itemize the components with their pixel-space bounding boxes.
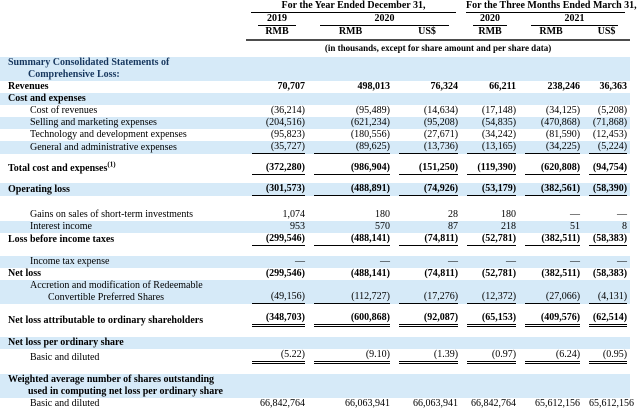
cell-value [519,337,583,349]
cell-value: — [617,256,628,267]
row-label: Summary Consolidated Statements of Comprehensive Loss: [8,57,170,80]
cell-value [308,57,393,81]
spacer-cell [0,304,630,312]
cell-value: 36,363 [599,81,628,92]
table-row [0,57,630,81]
cell-value: 65,612,156 [535,398,581,409]
header-spacer [0,40,246,57]
table-row [0,337,630,349]
table-row [0,398,630,410]
cell-value: (81,590) [545,129,581,140]
cell-value: (95,823) [270,129,305,140]
cell-value: (13,165) [461,141,519,154]
cell-value: (52,781) [481,268,517,279]
currency-header: RMB [246,26,308,40]
table-row [0,233,630,246]
cell-value: (12,372) [461,280,519,304]
table-header [0,0,637,57]
table-row [0,268,630,280]
cell-value: (620,808) [519,162,583,175]
cell-value [393,337,461,349]
cell-value: (95,208) [423,117,459,128]
cell-value: — [295,256,305,267]
cell-value: (74,811) [393,233,461,246]
cell-value: (151,250) [393,162,461,175]
cell-value: 953 [290,221,305,232]
cell-value: (95,489) [355,105,390,116]
cell-value: (180,556) [350,129,390,140]
cell-value: 218 [501,221,517,232]
cell-value: 66,063,941 [413,398,459,409]
cell-value [519,57,583,81]
cell-value: 180 [501,209,517,220]
row-label: Basic and diluted [30,398,100,409]
table-row [0,374,630,398]
spacer-cell [0,154,630,162]
cell-value: (204,516) [265,117,305,128]
cell-value: 28 [448,209,459,220]
cell-value: — [570,256,581,267]
cell-value: (112,727) [308,280,393,304]
cell-value: 66,842,764 [260,398,305,409]
table-row [0,349,630,364]
table-row [0,280,630,304]
cell-value [461,337,519,349]
cell-value: (9.10) [308,349,393,364]
cell-value: (36,214) [270,105,305,116]
cell-value [583,57,630,81]
cell-value: (58,383) [583,233,630,246]
cell-value: (621,234) [350,117,390,128]
table-row [0,105,630,117]
year-2021-header: 2021 [519,13,630,26]
row-label: Operating loss [8,184,70,195]
cell-value [246,374,308,398]
row-label: Accretion and modification of Redeemable Convertible Preferred Shares [30,280,203,303]
cell-value: (74,926) [393,183,461,196]
spacer-row [0,327,630,337]
currency-header: RMB [519,26,583,40]
row-label: Weighted average number of shares outstanding used in computing net loss per ordinary share [8,374,223,397]
row-label: Total cost and expenses$^{(1)}$ [8,160,116,174]
cell-value: (17,148) [481,105,517,116]
row-label: Technology and development expenses [30,129,187,140]
cell-value: (409,576) [519,312,583,327]
cell-value: (89,625) [308,141,393,154]
row-label: Interest income [30,221,92,232]
cell-value: (27,066) [519,280,583,304]
cell-value [246,57,308,81]
spacer-cell [0,175,630,183]
cell-value: (34,242) [481,129,517,140]
cell-value: (348,703) [246,312,308,327]
cell-value [461,374,519,398]
spacer-row [0,154,630,162]
quarterly-period-header [461,0,637,13]
cell-value: — [506,256,517,267]
annual-period-header [246,0,461,13]
currency-row [0,26,630,40]
year-2020-header: 2020 [308,13,461,26]
cell-value: (1.39) [393,349,461,364]
cell-value: (94,754) [583,162,630,175]
cell-value: 180 [375,209,390,220]
cell-value [308,93,393,105]
cell-value: — [380,256,390,267]
cell-value: (488,141) [308,233,393,246]
cell-value [583,93,630,105]
table-row [0,209,630,221]
cell-value: (14,634) [423,105,459,116]
cell-value [519,93,583,105]
header-spacer [0,0,246,13]
spacer-row [0,246,630,256]
cell-value: (74,811) [424,268,459,279]
cell-value: (65,153) [461,312,519,327]
cell-value [393,57,461,81]
row-label: Cost of revenues [30,105,98,116]
cell-value: 238,246 [547,81,581,92]
table-row [0,81,630,93]
cell-value: (92,087) [393,312,461,327]
cell-value: (119,390) [461,162,519,175]
table-row [0,93,630,105]
cell-value: (5,224) [583,141,630,154]
row-label: Net loss attributable to ordinary shareholders [8,315,204,326]
cell-value: (4,131) [583,280,630,304]
table-body [0,57,635,410]
period-group-row [0,0,630,13]
currency-header: RMB [461,26,519,40]
cell-value: (488,891) [308,183,393,196]
table-row [0,183,630,196]
cell-value: 76,324 [430,81,459,92]
cell-value: 70,707 [277,81,305,92]
table-row [0,256,630,268]
cell-value: 1,074 [282,209,305,220]
cell-value: (382,511) [519,233,583,246]
cell-value: 66,063,941 [345,398,390,409]
cell-value [519,374,583,398]
table-row [0,221,630,233]
year-2019-header: 2019 [246,13,308,26]
currency-header: US$ [393,26,461,40]
cell-value: (12,453) [592,129,628,140]
cell-value: (0.97) [461,349,519,364]
cell-value: (13,736) [393,141,461,154]
row-label: Loss before income taxes [8,234,115,245]
table-row [0,117,630,129]
cell-value: (488,141) [350,268,390,279]
row-label: Gains on sales of short-term investments [30,209,194,220]
spacer-row [0,364,630,374]
cell-value: 87 [448,221,459,232]
cell-value: 498,013 [357,81,390,92]
cell-value [393,93,461,105]
cell-value: (58,383) [592,268,628,279]
cell-value: (54,835) [481,117,517,128]
table-row [0,162,630,175]
cell-value: (53,179) [461,183,519,196]
annual-period-label: For the Year Ended December 31, [251,0,456,13]
row-label: Revenues [8,81,49,92]
cell-value: (52,781) [461,233,519,246]
cell-value: (301,573) [246,183,308,196]
cell-value: (382,511) [541,268,581,279]
cell-value: (49,156) [246,280,308,304]
cell-value [246,93,308,105]
cell-value: (372,280) [246,162,308,175]
cell-value [461,93,519,105]
cell-value: 65,612,156 [589,398,635,409]
row-label: Net loss per ordinary share [8,337,124,348]
cell-value: (299,546) [265,268,305,279]
quarterly-period-label: For the Three Months Ended March 31, [466,0,637,11]
spacer-row [0,196,630,209]
table-row [0,312,630,327]
cell-value [393,374,461,398]
cell-value: — [570,209,581,220]
cell-value: (382,561) [519,183,583,196]
cell-value: 570 [375,221,390,232]
spacer-cell [0,196,630,209]
table-row [0,129,630,141]
cell-value: (0.95) [583,349,630,364]
row-label: General and administrative expenses [30,142,177,153]
cell-value: (34,125) [545,105,581,116]
cell-value: (6.24) [519,349,583,364]
units-note: (in thousands, except for share amount and per share data) [324,43,552,53]
cell-value: 66,211 [489,81,517,92]
cell-value [583,337,630,349]
year-2020q-header: 2020 [461,13,519,26]
spacer-cell [0,327,630,337]
cell-value: (71,868) [592,117,628,128]
cell-value: (5,208) [597,105,628,116]
currency-header: US$ [583,26,630,40]
row-label: Cost and expenses [8,93,86,104]
cell-value: (299,546) [246,233,308,246]
currency-header: RMB [308,26,393,40]
cell-value: 66,842,764 [471,398,517,409]
cell-value: (58,390) [583,183,630,196]
cell-value: (34,225) [519,141,583,154]
spacer-row [0,304,630,312]
year-row [0,13,630,26]
row-label: Net loss [8,268,42,279]
units-note-row [0,40,630,57]
cell-value: (986,904) [308,162,393,175]
cell-value: 51 [570,221,581,232]
cell-value: (62,514) [583,312,630,327]
header-spacer [0,13,246,26]
cell-value: (600,868) [308,312,393,327]
table-row [0,141,630,154]
spacer-cell [0,364,630,374]
footnote-ref: (1) [107,160,116,169]
cell-value [583,374,630,398]
cell-value: (5.22) [246,349,308,364]
row-label: Income tax expense [30,256,110,267]
spacer-cell [0,246,630,256]
spacer-row [0,175,630,183]
cell-value [246,337,308,349]
row-label: Selling and marketing expenses [30,117,157,128]
header-spacer [0,26,246,40]
cell-value: — [448,256,459,267]
cell-value [308,374,393,398]
cell-value: 8 [622,221,628,232]
cell-value: (35,727) [246,141,308,154]
cell-value: — [617,209,628,220]
cell-value [461,57,519,81]
cell-value [308,337,393,349]
cell-value: (470,868) [540,117,581,128]
cell-value: (27,671) [423,129,459,140]
row-label: Basic and diluted [30,352,100,363]
cell-value: (17,276) [393,280,461,304]
